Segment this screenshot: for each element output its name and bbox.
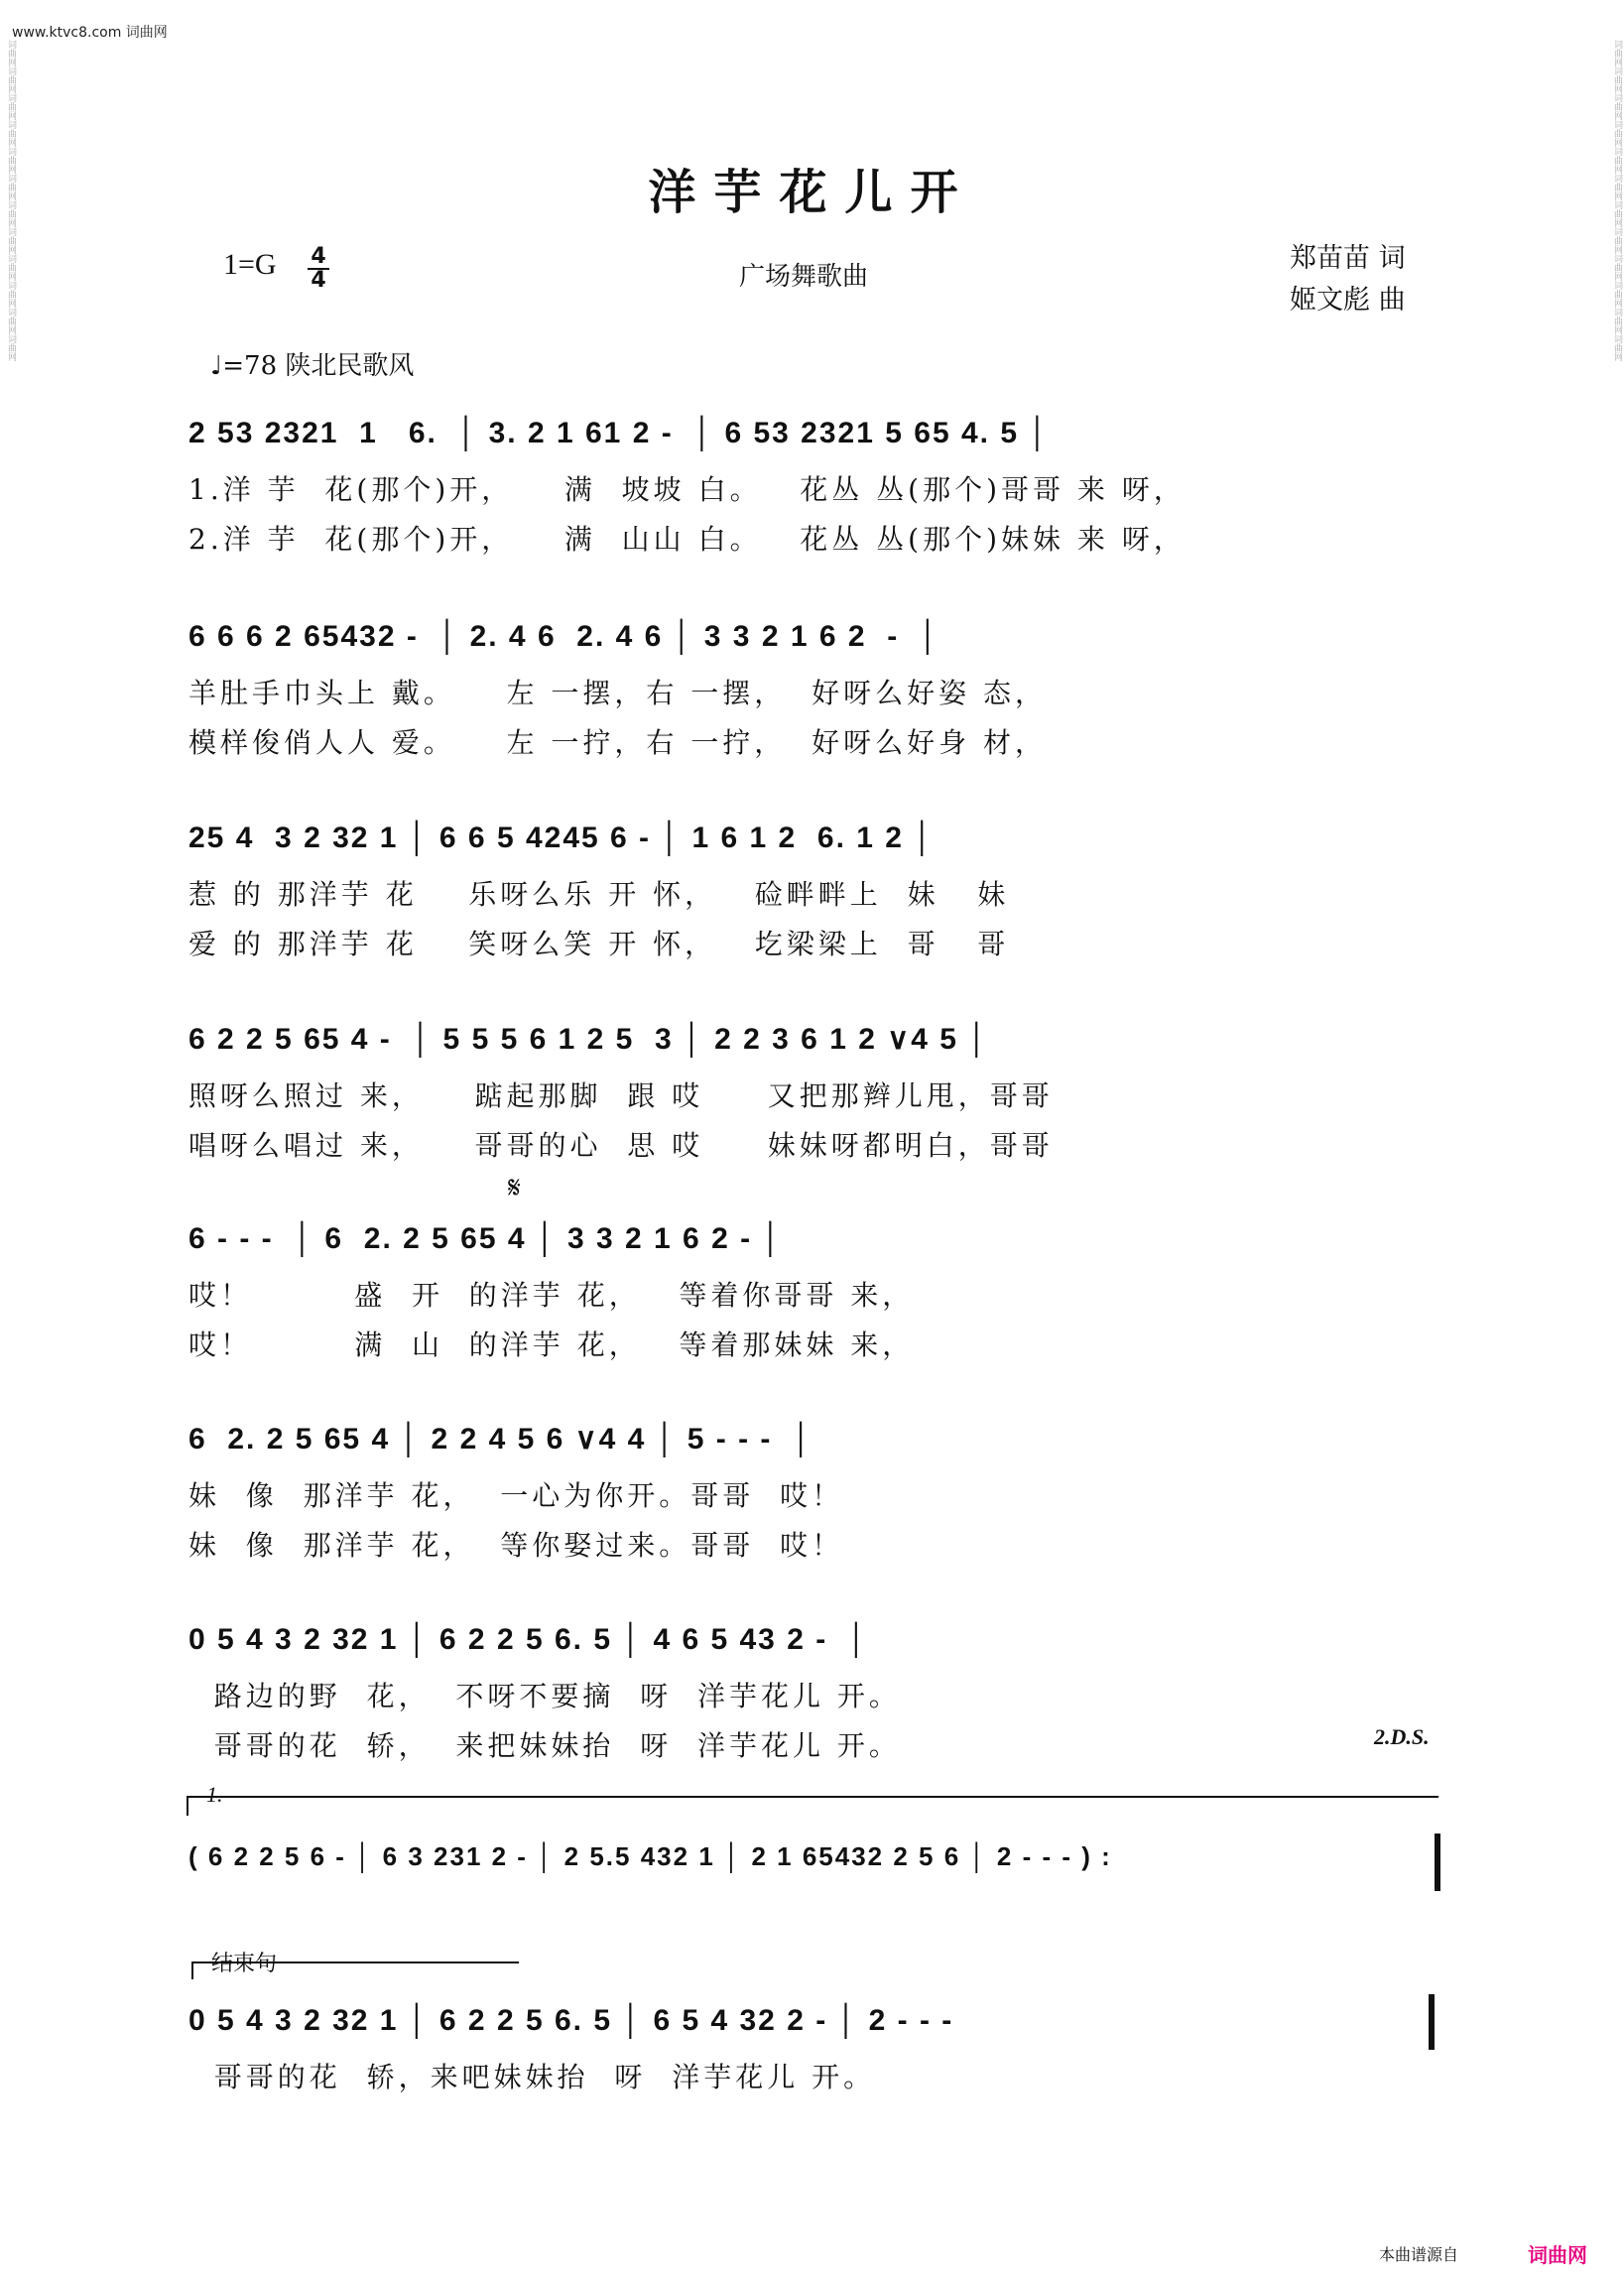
score-line-6: [188, 1422, 1438, 1564]
side-watermark-left: 词曲网词曲网词曲网词曲网词曲网词曲网词曲网词曲网词曲网词曲网词曲网词曲网: [6, 40, 16, 361]
ending-hook: [191, 1961, 193, 1979]
repeat-end-bar: [1435, 1834, 1440, 1891]
notes: 6 - - - │ 6 2. 2 5 65 4 │ 3 3 2 1 6 2 - │: [188, 1222, 784, 1255]
score-line-4: [188, 1022, 1438, 1164]
score-line-2: [188, 620, 1438, 761]
lyric-verse-2: 哥哥的花 轿， 来把妹妹抬 呀 洋芋花儿 开。: [188, 1729, 901, 1762]
notes: 0 5 4 3 2 32 1 │ 6 2 2 5 6. 5 │ 6 5 4 32 2 - │ 2 - - -: [188, 2004, 964, 2037]
score-line-7: [188, 1623, 1438, 1764]
lyric-verse-1: 惹 的 那洋芋 花 乐呀么乐 开 怀， 硷畔畔上 妹 妹: [188, 878, 1010, 911]
ds-marking: 2.D.S.: [1374, 1724, 1430, 1749]
side-watermark-right: 词曲网词曲网词曲网词曲网词曲网词曲网词曲网词曲网词曲网词曲网词曲网词曲网: [1612, 40, 1622, 361]
score-line-1: [188, 417, 1438, 558]
song-title: 洋芋花儿开: [648, 165, 976, 220]
lyricist: 郑苗苗 词: [1290, 243, 1406, 274]
footer-brand: 词曲网: [1528, 2243, 1587, 2267]
lyric-verse-1: 哥哥的花 轿，来吧妹妹抬 呀 洋芋花儿 开。: [188, 2061, 876, 2093]
lyric-verse-2: 哎！ 满 山 的洋芋 花， 等着那妹妹 来，: [188, 1328, 915, 1361]
final-bar: [1429, 1994, 1435, 2050]
lyric-verse-1: 照呀么照过 来， 踮起那脚 跟 哎 又把那辫儿甩，哥哥: [188, 1079, 1054, 1112]
time-signature: [308, 246, 329, 292]
lyric-verse-2: 模样俊俏人人 爱。 左 一拧，右 一拧， 好呀么好身 材，: [188, 726, 1048, 759]
volta-label: 1.: [206, 1782, 223, 1807]
lyric-verse-2: 2.洋 芋 花(那个)开， 满 山山 白。 花丛 丛(那个)妹妹 来 呀，: [188, 523, 1186, 556]
notes: ( 6 2 2 5 6 - │ 6 3 231 2 - │ 2 5.5 432 1 │ 2 1 65432 2 5 6 │ 2 - - - ) :: [188, 1841, 1112, 1871]
score-line-3: [188, 822, 1438, 962]
notes: 0 5 4 3 2 32 1 │ 6 2 2 5 6. 5 │ 4 6 5 43 2 - │: [188, 1623, 869, 1656]
volta-bracket: [187, 1796, 1438, 1798]
lyric-verse-2: 妹 像 那洋芋 花， 等你娶过来。哥哥 哎！: [188, 1529, 844, 1562]
key-signature: 1=G: [223, 248, 277, 281]
notes: 2 53 2321 1 6. │ 3. 2 1 61 2 - │ 6 53 2321 5 65 4. 5 │: [188, 417, 1051, 449]
lyric-verse-2: 爱 的 那洋芋 花 笑呀么笑 开 怀， 圪梁梁上 哥 哥: [188, 928, 1010, 960]
volta-hook: [187, 1796, 188, 1816]
notes: 6 2. 2 5 65 4 │ 2 2 4 5 6 ∨4 4 │ 5 - - - │: [188, 1423, 813, 1455]
footer-source: 本曲谱源自: [1379, 2245, 1459, 2264]
notes: 6 6 6 2 65432 - │ 2. 4 6 2. 4 6 │ 3 3 2 1 6 2 - │: [188, 620, 940, 653]
lyric-verse-1: 哎！ 盛 开 的洋芋 花， 等着你哥哥 来，: [188, 1279, 915, 1312]
lyric-verse-2: 唱呀么唱过 来， 哥哥的心 思 哎 妹妹呀都明白，哥哥: [188, 1129, 1054, 1162]
lyric-verse-1: 路边的野 花， 不呀不要摘 呀 洋芋花儿 开。: [188, 1680, 901, 1712]
segno-mark: 𝄋: [508, 1171, 521, 1205]
time-bottom: 4: [308, 268, 329, 292]
site-header: www.ktvc8.com 词曲网: [12, 25, 168, 41]
score-line-5: [188, 1222, 1438, 1363]
lyric-verse-1: 妹 像 那洋芋 花， 一心为你开。哥哥 哎！: [188, 1479, 844, 1512]
genre: 广场舞歌曲: [739, 262, 869, 292]
notes: 25 4 3 2 32 1 │ 6 6 5 4245 6 - │ 1 6 1 2 6. 1 2 │: [188, 822, 936, 854]
lyric-verse-1: 1.洋 芋 花(那个)开， 满 坡坡 白。 花丛 丛(那个)哥哥 来 呀，: [188, 473, 1186, 506]
score-line-9: [188, 2004, 1438, 2095]
score-line-8: [188, 1841, 1438, 1872]
ending-label: 结束句: [211, 1952, 278, 1976]
time-top: 4: [311, 244, 326, 269]
lyric-verse-1: 羊肚手巾头上 戴。 左 一摆，右 一摆， 好呀么好姿 态，: [188, 677, 1048, 709]
tempo-marking: ♩=78 陕北民歌风: [210, 351, 415, 381]
notes: 6 2 2 5 65 4 - │ 5 5 5 6 1 2 5 3 │ 2 2 3 6 1 2 ∨4 5 │: [188, 1023, 989, 1056]
composer: 姬文彪 曲: [1290, 285, 1406, 316]
